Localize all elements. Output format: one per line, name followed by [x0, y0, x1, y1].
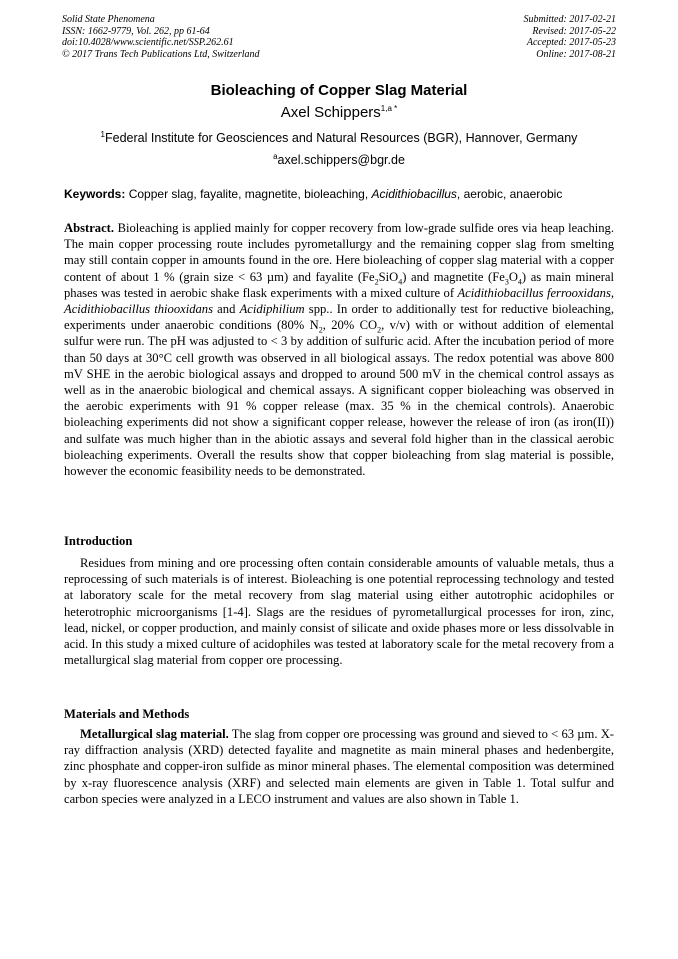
sub-1: 2 [374, 277, 379, 287]
affiliation-text: Federal Institute for Geosciences and Natural Resources (BGR), Hannover, Germany [105, 131, 578, 145]
abstract-text-1: Bioleaching is applied mainly for copper recovery from low-grade sulfide ores via heap leaching. The main copper processing route includes pyrometallurgy and the remaining copper slag from smelting may still contain copper in amounts found in the ore. Here bioleaching of copper slag material with a copper content of about 1 % (grain size < 63 µm) and fayalite (Fe [64, 221, 614, 284]
sub-2: 4 [398, 277, 403, 287]
accepted-date: Accepted: 2017-05-23 [526, 37, 616, 48]
abstract-text-6: and [213, 302, 240, 317]
issn-line: ISSN: 1662-9779, Vol. 262, pp 61-64 [62, 25, 210, 37]
abstract-text-5: ) as main mineral phases was tested in aerobic shake flask experiments with a mixed culture of [64, 269, 614, 300]
species-names: Acidithiobacillus ferrooxidans, Acidithiobacillus thiooxidans [64, 285, 614, 317]
methods-heading: Materials and Methods [64, 707, 190, 721]
doi-line: doi:10.4028/www.scientific.net/SSP.262.61 [62, 37, 234, 48]
keywords-after: , aerobic, anaerobic [456, 187, 563, 201]
keywords-italic: Acidithiobacillus [371, 187, 457, 201]
sub-3: 3 [504, 277, 509, 287]
journal-header [62, 14, 616, 60]
abstract-text-9: , v/v) with or without addition of elemental sulfur were run. The pH was adjusted to < 3 by addition of sulfuric acid. After the incubation period of more than 50 days at 30°C cell growth was observed in all biological assays. The redox potential was above 800 mV SHE in the aerobic biological assays and dropped to around 500 mV in the chemical control assays as well as in the anaerobic biological and chemical assays. A significant copper bioleaching was observed in the aerobic experiments with 91 % copper release (max. 35 % in the chemical controls). Anaerobic bioleaching experiments did not show a significant copper release, however the release of iron (as iron(II)) and sulfate was much higher than in the abiotic assays and several fold higher than in the classical aerobic bioleaching experiments. Overall the results show that copper bioleaching from slag material is possible, however the economic feasibility needs to be demonstrated. [64, 318, 614, 479]
introduction-heading: Introduction [64, 534, 133, 548]
online-date: Online: 2017-08-21 [536, 48, 616, 60]
slag-material-label: Metallurgical slag material. [80, 727, 229, 741]
submitted-date: Submitted: 2017-02-21 [523, 14, 616, 25]
affiliation-sup: 1 [100, 129, 105, 139]
methods-section [64, 726, 614, 807]
abstract-text-4: O [508, 269, 518, 284]
journal-name: Solid State Phenomena [62, 14, 155, 25]
abstract [64, 220, 614, 479]
keywords-before: Copper slag, fayalite, magnetite, bioleaching, [128, 187, 369, 201]
sub-4: 4 [517, 277, 522, 287]
journal-info [62, 14, 260, 60]
abstract-text-7: spp.. In order to additionally test for reductive bioleaching, experiments under anaerobic conditions (80% N [64, 302, 614, 333]
keywords [64, 187, 614, 201]
author-name: Axel Schippers [280, 104, 381, 121]
paper-title: Bioleaching of Copper Slag Material [210, 82, 468, 99]
abstract-text-3: ) and magnetite (Fe [402, 269, 505, 284]
affiliation [0, 131, 678, 145]
email-line [0, 153, 678, 167]
methods-paragraph: The slag from copper ore processing was ground and sieved to < 63 µm. X-ray diffraction analysis (XRD) detected fayalite and magnetite as main mineral phases and hedenbergite, zinc phosphate and copper-iron sulfide as minor mineral phases. The elemental composition was determined by x-ray fluorescence analysis (XRF) and selected main elements are given in Table 1. Total sulfur and carbon species were analyzed in a LECO instrument and values are also shown in Table 1. [64, 727, 614, 806]
keywords-label: Keywords: [64, 187, 126, 201]
dates-info [524, 14, 617, 60]
sub-6: 2 [377, 325, 382, 335]
email-sup: a [273, 151, 278, 161]
abstract-text-2: SiO [378, 269, 399, 284]
abstract-label: Abstract. [64, 221, 115, 235]
author-line [0, 104, 678, 121]
species-acidiphilium: Acidiphilium [239, 302, 305, 317]
revised-date: Revised: 2017-05-22 [532, 25, 616, 37]
copyright-line: © 2017 Trans Tech Publications Ltd, Switzerland [62, 48, 260, 60]
abstract-text-8: , 20% CO [322, 318, 378, 333]
email-address: axel.schippers@bgr.de [277, 153, 405, 167]
introduction-section [64, 555, 614, 668]
introduction-paragraph: Residues from mining and ore processing often contain considerable amounts of valuable metals, thus a reprocessing of such materials is of interest. Bioleaching is one potential reprocessing technology and tested at laboratory scale for the metal recovery from slag material using either autotrophic acidophiles or heterotrophic microorganisms [1-4]. Slags are the residues of pyrometallurgical processes for iron, zinc, lead, nickel, or copper production, and mainly consist of silicate and oxide phases more or less dissolvable in acid. In this study a mixed culture of acidophiles was tested at laboratory scale for the metal recovery from a metallurgical slag material from copper ore processing. [64, 556, 614, 668]
author-sup: 1,a * [380, 104, 398, 113]
sub-5: 2 [318, 325, 323, 335]
